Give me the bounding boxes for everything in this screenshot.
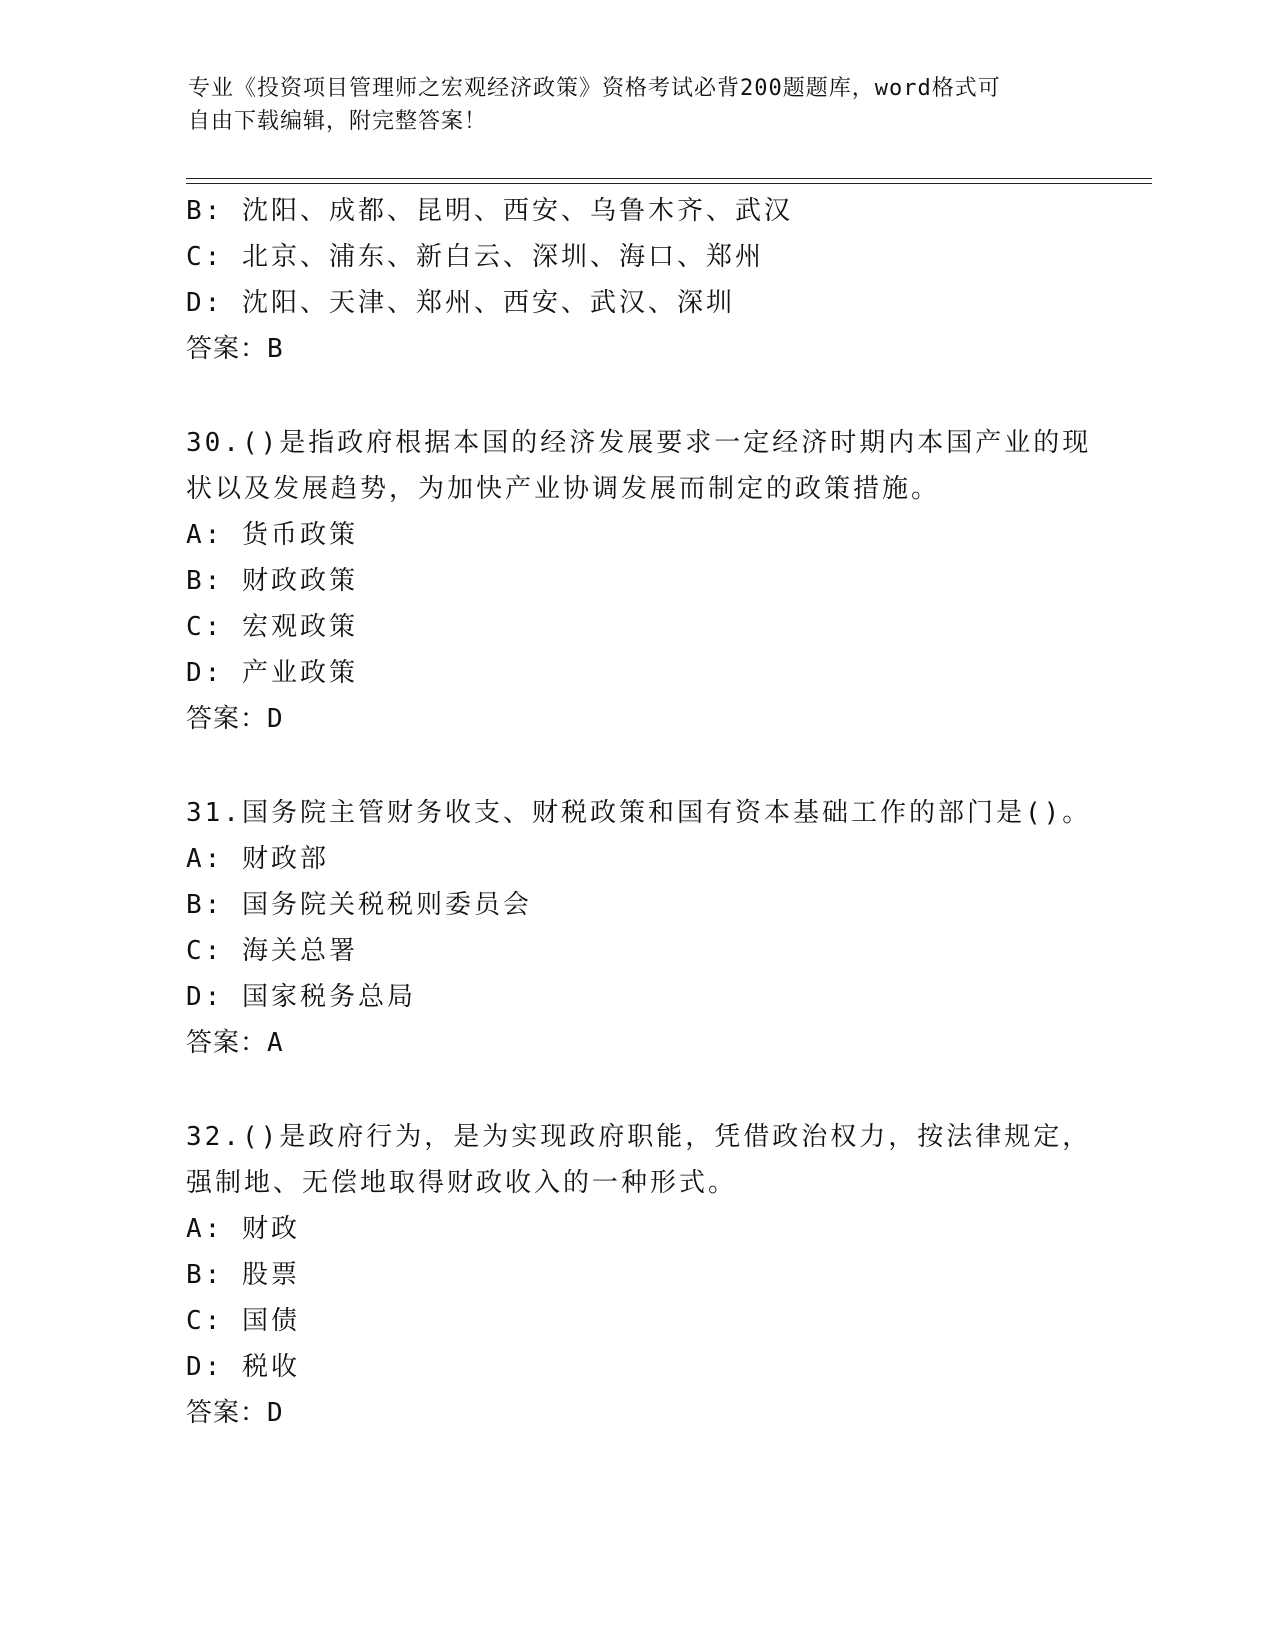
question-stem-line: 状以及发展趋势，为加快产业协调发展而制定的政策措施。 [186,474,941,504]
option-b: B: 沈阳、成都、昆明、西安、乌鲁木齐、武汉 [186,196,793,226]
option-d: D: 产业政策 [186,658,358,688]
spacer [186,742,1086,790]
option-b: B: 国务院关税税则委员会 [186,890,532,920]
spacer [186,372,1086,420]
answer-line: 答案：D [186,704,284,734]
option-a: A: 货币政策 [186,520,358,550]
option-c: C: 海关总署 [186,936,358,966]
option-a: A: 财政部 [186,844,329,874]
question-31 [186,790,1092,1066]
option-c: C: 宏观政策 [186,612,358,642]
answer-line: 答案：B [186,334,284,364]
header-line-1: 专业《投资项目管理师之宏观经济政策》资格考试必背200题题库，word格式可 [188,76,1001,101]
option-d: D: 税收 [186,1352,300,1382]
question-stem-line: 32.()是政府行为，是为实现政府职能，凭借政治权力，按法律规定， [186,1122,1092,1152]
option-c: C: 国债 [186,1306,300,1336]
question-list [186,188,1092,1436]
question-29-continued [186,188,1086,372]
question-32 [186,1114,1092,1436]
question-stem-line: 31.国务院主管财务收支、财税政策和国有资本基础工作的部门是()。 [186,798,1092,828]
question-stem-line: 30.()是指政府根据本国的经济发展要求一定经济时期内本国产业的现 [186,428,1092,458]
option-c: C: 北京、浦东、新白云、深圳、海口、郑州 [186,242,764,272]
option-b: B: 股票 [186,1260,300,1290]
option-d: D: 国家税务总局 [186,982,416,1012]
option-b: B: 财政政策 [186,566,358,596]
question-30 [186,420,1092,742]
spacer [186,1066,1086,1114]
question-stem-line: 强制地、无偿地取得财政收入的一种形式。 [186,1168,738,1198]
header-line-2: 自由下载编辑，附完整答案！ [188,109,488,134]
header-divider-top [186,178,1152,179]
answer-line: 答案：A [186,1028,284,1058]
option-a: A: 财政 [186,1214,300,1244]
header-divider-bottom [186,183,1152,184]
option-d: D: 沈阳、天津、郑州、西安、武汉、深圳 [186,288,735,318]
answer-line: 答案：D [186,1398,284,1428]
document-header [188,72,1068,138]
